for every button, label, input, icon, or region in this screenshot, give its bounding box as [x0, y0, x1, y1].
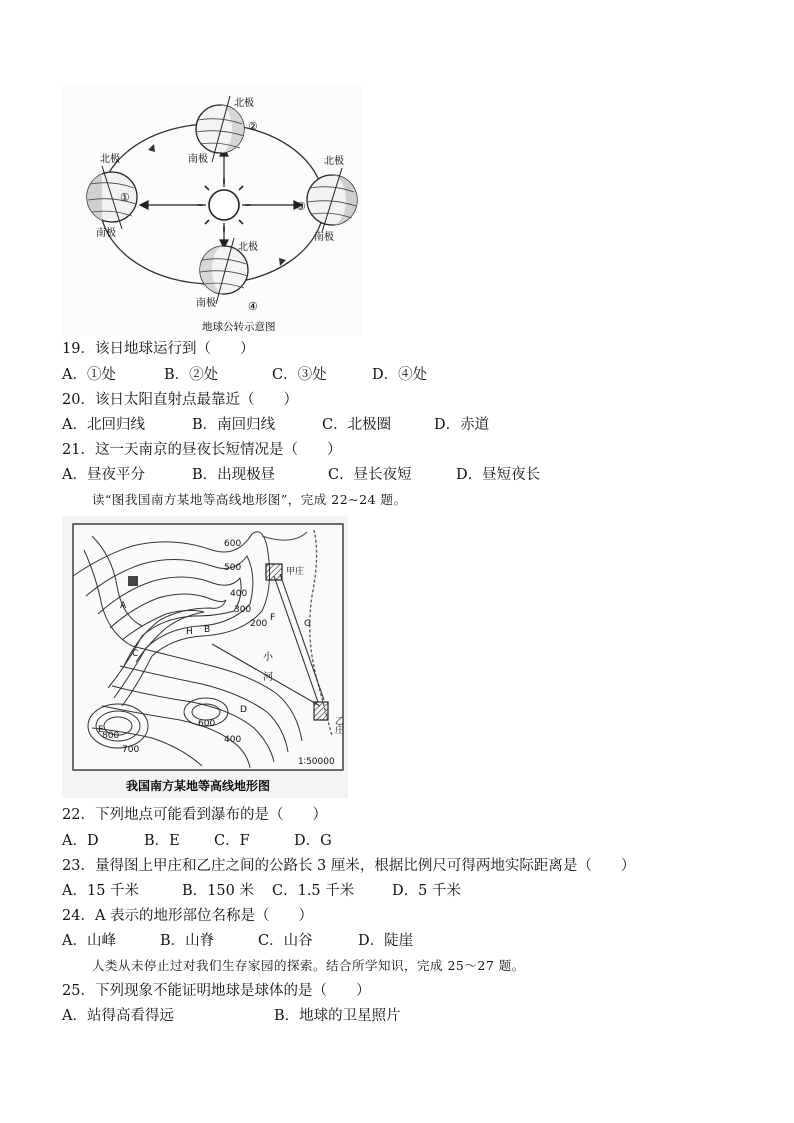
- reading-instruction-22-24: 读“图我国南方某地等高线地形图”，完成 22~24 题。: [92, 492, 407, 507]
- option-d[interactable]: D．昼短夜长: [456, 467, 541, 483]
- option-c[interactable]: C．昼长夜短: [328, 467, 412, 483]
- option-b[interactable]: B．E: [144, 833, 180, 849]
- option-b[interactable]: B．南回归线: [192, 417, 276, 433]
- option-c[interactable]: C．1.5 千米: [272, 883, 355, 899]
- option-c[interactable]: C．北极圈: [322, 417, 392, 433]
- svg-text:北极: 北极: [234, 98, 254, 109]
- svg-text:北极: 北极: [238, 242, 258, 253]
- option-a[interactable]: A．站得高看得远: [62, 1008, 174, 1024]
- village-jia-icon: [266, 564, 282, 580]
- question-22: 22．下列地点可能看到瀑布的是（ ）: [62, 807, 327, 823]
- contour-map-figure: [62, 516, 348, 798]
- svg-text:南极: 南极: [188, 154, 208, 165]
- position-label-1: ①: [120, 191, 130, 204]
- option-a[interactable]: A．昼夜平分: [62, 467, 145, 483]
- position-label-2: ②: [248, 120, 258, 133]
- question-24: 24．A 表示的地形部位名称是（ ）: [62, 908, 314, 924]
- point-b: B: [204, 625, 211, 635]
- option-a[interactable]: A．北回归线: [62, 417, 145, 433]
- option-a[interactable]: A．D: [62, 833, 99, 849]
- option-d[interactable]: D．赤道: [434, 417, 490, 433]
- option-d[interactable]: D．④处: [372, 367, 428, 383]
- figure1-caption: 地球公转示意图: [202, 321, 276, 333]
- option-a[interactable]: A．山峰: [62, 933, 116, 949]
- option-b[interactable]: B．150 米: [182, 883, 254, 899]
- option-b[interactable]: B．山脊: [160, 933, 215, 949]
- svg-text:甲庄: 甲庄: [286, 567, 305, 577]
- svg-text:小 河: 小 河: [260, 651, 272, 681]
- earth-revolution-figure: [62, 84, 362, 336]
- point-e: E: [98, 725, 104, 735]
- svg-text:北极: 北极: [324, 156, 344, 167]
- point-h: H: [186, 627, 193, 637]
- question-25: 25．下列现象不能证明地球是球体的是（ ）: [62, 983, 371, 999]
- question-19: 19．该日地球运行到（ ）: [62, 341, 255, 357]
- point-g: G: [304, 619, 311, 629]
- point-a: A: [120, 601, 127, 611]
- option-c[interactable]: C．③处: [272, 367, 327, 383]
- svg-text:600: 600: [198, 719, 216, 729]
- question-23: 23．量得图上甲庄和乙庄之间的公路长 3 厘米，根据比例尺可得两地实际距离是（ ）: [62, 858, 636, 874]
- svg-text:500: 500: [224, 563, 242, 573]
- option-b[interactable]: B．地球的卫星照片: [274, 1008, 401, 1024]
- option-a[interactable]: A．15 千米: [62, 883, 140, 899]
- point-d: D: [240, 705, 247, 715]
- option-d[interactable]: D．5 千米: [392, 883, 461, 899]
- svg-text:南极: 南极: [314, 232, 334, 243]
- svg-text:乙庄: 乙庄: [333, 716, 343, 734]
- landmark-icon: [128, 576, 138, 586]
- svg-text:南极: 南极: [196, 298, 216, 309]
- svg-text:700: 700: [122, 745, 140, 755]
- svg-text:200: 200: [250, 619, 268, 629]
- village-yi-icon: [314, 702, 328, 720]
- option-d[interactable]: D．陡崖: [358, 933, 414, 949]
- figure2-caption: 我国南方某地等高线地形图: [126, 779, 271, 793]
- option-a[interactable]: A．①处: [62, 367, 116, 383]
- svg-text:400: 400: [224, 735, 242, 745]
- svg-text:300: 300: [234, 605, 252, 615]
- svg-text:北极: 北极: [100, 154, 120, 165]
- option-b[interactable]: B．出现极昼: [192, 467, 276, 483]
- option-b[interactable]: B．②处: [164, 367, 219, 383]
- position-label-3: ③: [296, 200, 306, 213]
- svg-text:600: 600: [224, 539, 242, 549]
- svg-text:1∶50000: 1∶50000: [298, 757, 335, 767]
- point-c: C: [132, 649, 139, 659]
- option-d[interactable]: D．G: [294, 833, 332, 849]
- position-label-4: ④: [248, 300, 258, 313]
- question-21: 21．这一天南京的昼夜长短情况是（ ）: [62, 442, 342, 458]
- svg-text:南极: 南极: [96, 228, 116, 239]
- point-f: F: [270, 613, 276, 623]
- option-c[interactable]: C．F: [214, 833, 250, 849]
- svg-text:400: 400: [230, 589, 248, 599]
- reading-instruction-25-27: 人类从未停止过对我们生存家园的探索。结合所学知识，完成 25～27 题。: [92, 958, 525, 973]
- option-c[interactable]: C．山谷: [258, 933, 313, 949]
- question-20: 20．该日太阳直射点最靠近（ ）: [62, 392, 298, 408]
- svg-text:800: 800: [102, 731, 120, 741]
